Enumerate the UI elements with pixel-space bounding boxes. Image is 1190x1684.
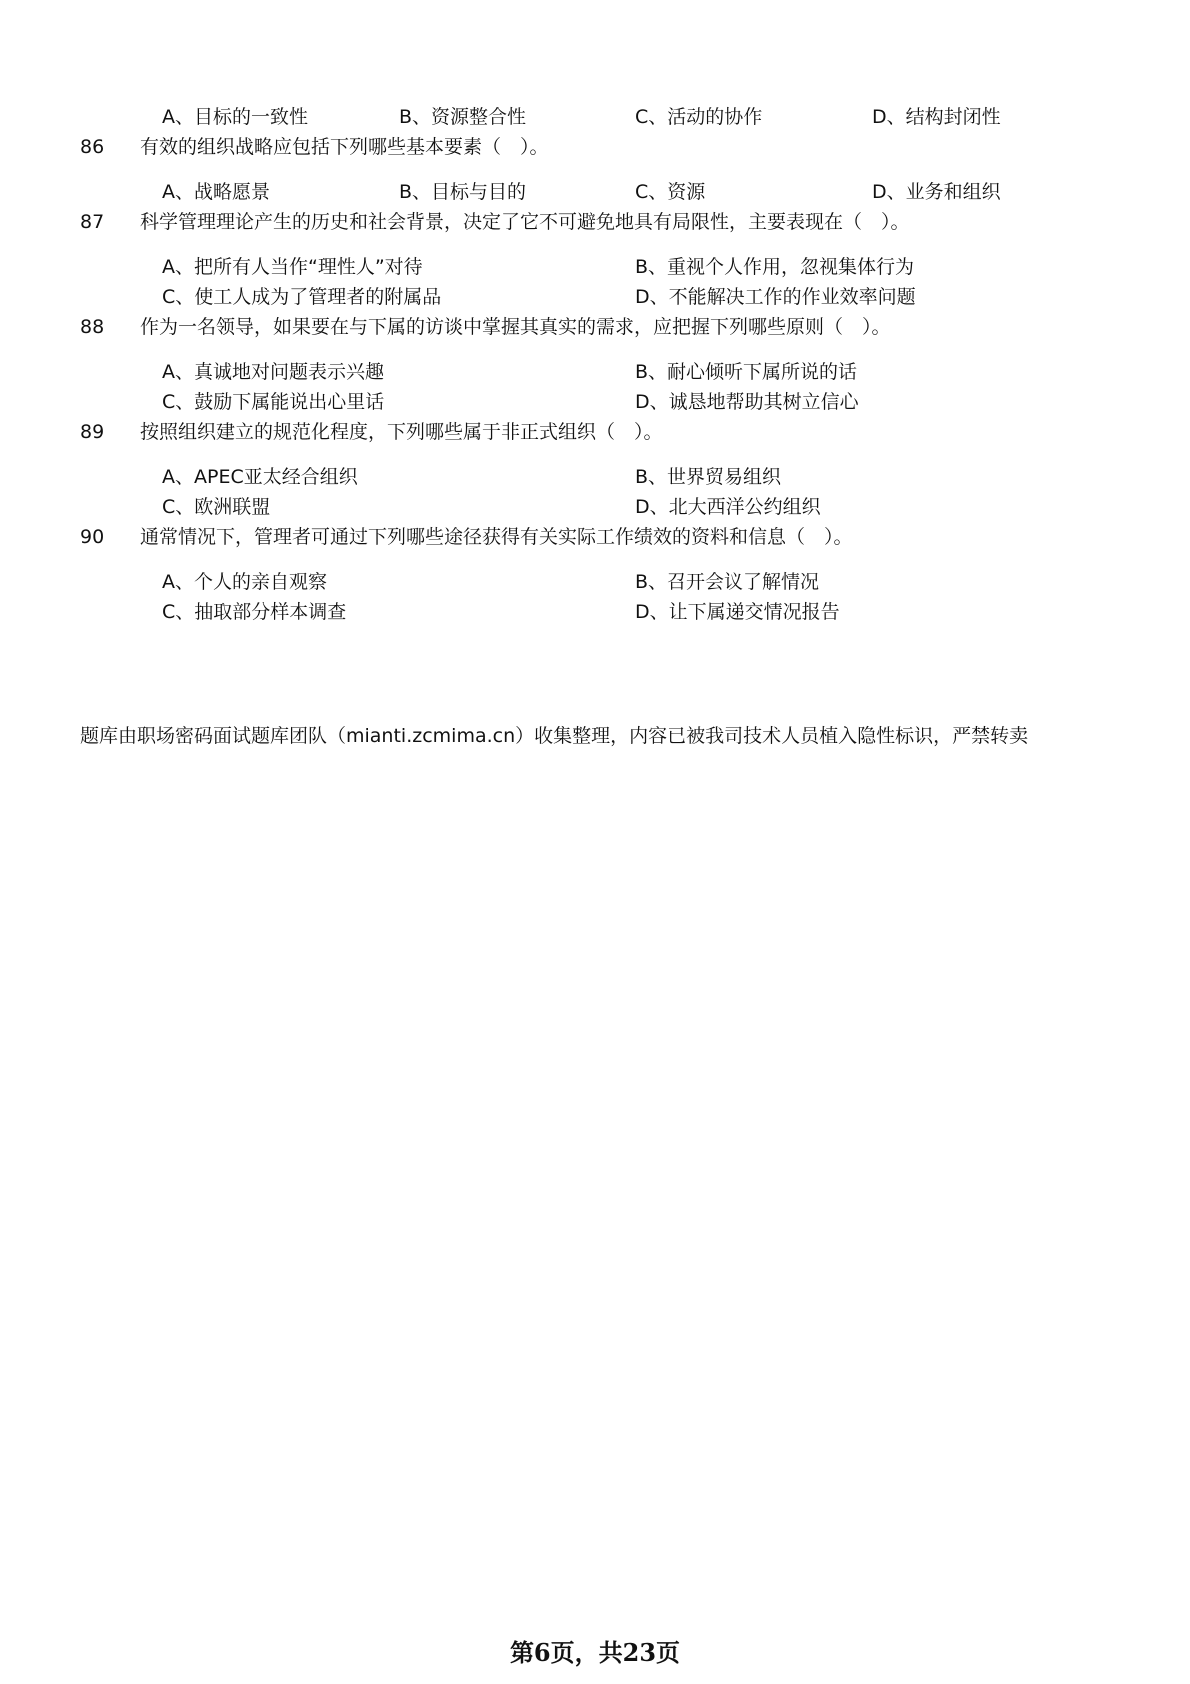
question-option: B、召开会议了解情况: [635, 571, 820, 593]
question-number: 89: [80, 421, 105, 443]
question-option: A、个人的亲自观察: [162, 571, 327, 593]
question-option: A、战略愿景: [162, 181, 270, 203]
prev-option-b: B、资源整合性: [399, 106, 527, 128]
question-text: 按照组织建立的规范化程度，下列哪些属于非正式组织（ ）。: [140, 421, 663, 443]
question-option: D、诚恳地帮助其树立信心: [635, 391, 859, 413]
copyright-notice: 题库由职场密码面试题库团队（mianti.zcmima.cn）收集整理，内容已被我司技术人员植入隐性标识，严禁转卖: [80, 725, 1029, 747]
question-number: 88: [80, 316, 105, 338]
prev-option-d: D、结构封闭性: [872, 106, 1001, 128]
question-option: D、北大西洋公约组织: [635, 496, 821, 518]
question-option: C、使工人成为了管理者的附属品: [162, 286, 442, 308]
question-number: 90: [80, 526, 105, 548]
question-option: D、业务和组织: [872, 181, 1001, 203]
question-option: B、耐心倾听下属所说的话: [635, 361, 858, 383]
question-option: A、把所有人当作“理性人”对待: [162, 256, 423, 278]
question-number: 87: [80, 211, 105, 233]
question-option: B、重视个人作用，忽视集体行为: [635, 256, 915, 278]
question-text: 有效的组织战略应包括下列哪些基本要素（ ）。: [140, 136, 549, 158]
question-option: B、目标与目的: [399, 181, 527, 203]
question-option: C、抽取部分样本调查: [162, 601, 347, 623]
question-option: C、资源: [635, 181, 706, 203]
question-option: C、鼓励下属能说出心里话: [162, 391, 385, 413]
question-option: C、欧洲联盟: [162, 496, 271, 518]
question-text: 作为一名领导，如果要在与下属的访谈中掌握其真实的需求，应把握下列哪些原则（ ）。: [140, 316, 891, 338]
question-text: 通常情况下，管理者可通过下列哪些途径获得有关实际工作绩效的资料和信息（ ）。: [140, 526, 853, 548]
question-text: 科学管理理论产生的历史和社会背景，决定了它不可避免地具有局限性，主要表现在（ ）。: [140, 211, 910, 233]
question-option: D、让下属递交情况报告: [635, 601, 840, 623]
question-option: A、真诚地对问题表示兴趣: [162, 361, 384, 383]
question-option: A、APEC亚太经合组织: [162, 466, 358, 488]
prev-option-a: A、目标的一致性: [162, 106, 308, 128]
question-option: B、世界贸易组织: [635, 466, 782, 488]
question-option: D、不能解决工作的作业效率问题: [635, 286, 916, 308]
prev-option-c: C、活动的协作: [635, 106, 763, 128]
question-number: 86: [80, 136, 105, 158]
page-number: 第6页，共23页: [509, 1638, 681, 1667]
